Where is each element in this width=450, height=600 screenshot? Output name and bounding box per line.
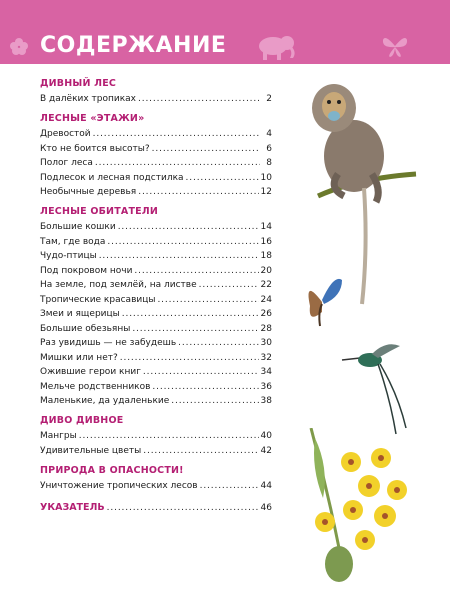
header-banner <box>0 0 450 64</box>
dot-leader <box>134 265 258 277</box>
dot-leader <box>199 279 259 291</box>
page-number: 30 <box>260 338 272 348</box>
dot-leader <box>152 381 258 393</box>
page-number: 8 <box>266 158 272 168</box>
dot-leader <box>138 186 258 198</box>
orchid-illustration <box>305 428 417 586</box>
page-number: 34 <box>260 367 272 377</box>
page-number: 44 <box>260 480 272 491</box>
section-heading: ЛЕСНЫЕ «ЭТАЖИ» <box>40 113 145 124</box>
dot-leader <box>143 445 258 457</box>
entry-title: Большие обезьяны <box>40 323 131 334</box>
dot-leader <box>99 250 259 262</box>
dot-leader <box>107 236 258 248</box>
entry-title: Удивительные цветы <box>40 445 142 456</box>
toc-entry[interactable] <box>40 221 272 233</box>
entry-title: На земле, под землёй, на листве <box>40 280 197 290</box>
entry-title: Большие кошки <box>40 222 116 232</box>
dot-leader <box>107 502 259 514</box>
dot-leader <box>186 172 259 184</box>
butterfly-icon <box>382 34 408 58</box>
page-number: 16 <box>260 236 272 247</box>
butterfly-illustration <box>300 272 344 330</box>
dot-leader <box>93 128 260 140</box>
page-number: 6 <box>266 143 272 154</box>
entry-title: Тропические красавицы <box>40 294 156 305</box>
hummingbird-illustration <box>340 338 414 438</box>
toc-entry[interactable] <box>40 143 272 155</box>
page-number: 40 <box>260 431 272 441</box>
toc-entry[interactable] <box>40 294 272 306</box>
toc-entry[interactable] <box>40 352 272 364</box>
entry-title: Мангры <box>40 431 77 441</box>
entry-title: В далёких тропиках <box>40 94 137 104</box>
entry-title: Кто не боится высоты? <box>40 143 150 154</box>
toc-entry[interactable] <box>40 366 272 378</box>
dot-leader <box>118 221 259 233</box>
page-number: 18 <box>260 251 272 261</box>
toc-entry[interactable] <box>40 172 272 184</box>
page-number: 28 <box>260 323 272 334</box>
entry-title: Мельче родственников <box>40 381 151 392</box>
page-number: 32 <box>260 352 272 363</box>
entry-title: Маленькие, да удаленькие <box>40 396 170 406</box>
toc-entry[interactable] <box>40 381 272 393</box>
toc-entry[interactable] <box>40 128 272 140</box>
toc-entry[interactable] <box>40 250 272 262</box>
dot-leader <box>152 143 260 155</box>
section-heading: ЛЕСНЫЕ ОБИТАТЕЛИ <box>40 206 159 217</box>
dot-leader <box>132 323 258 335</box>
page-number: 26 <box>260 309 272 319</box>
page-number: 12 <box>260 187 272 197</box>
dot-leader <box>120 352 259 364</box>
section-heading: ДИВО ДИВНОЕ <box>40 415 124 426</box>
section-heading: ДИВНЫЙ ЛЕС <box>40 78 117 89</box>
toc-entry[interactable] <box>40 323 272 335</box>
entry-title: Мишки или нет? <box>40 352 118 363</box>
page-number: 42 <box>260 445 272 456</box>
page-number: 36 <box>260 381 272 392</box>
page-number: 24 <box>260 294 272 305</box>
page-number: 10 <box>260 172 272 183</box>
page-number: 2 <box>266 94 272 104</box>
toc-entry[interactable] <box>40 279 272 291</box>
dot-leader <box>178 337 258 349</box>
entry-title: Подлесок и лесная подстилка <box>40 172 184 183</box>
page-number: 38 <box>260 396 272 406</box>
toc-entry[interactable] <box>40 337 272 349</box>
entry-title: Чудо-птицы <box>40 251 97 261</box>
toc-entry[interactable] <box>40 157 272 169</box>
dot-leader <box>171 395 258 407</box>
entry-title: Необычные деревья <box>40 187 137 197</box>
toc-entry[interactable] <box>40 93 272 105</box>
dot-leader <box>79 430 259 442</box>
entry-title: Древостой <box>40 129 91 139</box>
page-number: 14 <box>260 222 272 232</box>
dot-leader <box>157 294 258 306</box>
entry-title: Раз увидишь — не забудешь <box>40 338 177 348</box>
entry-title: Уничтожение тропических лесов <box>40 480 198 491</box>
toc-entry[interactable] <box>40 186 272 198</box>
entry-title: Там, где вода <box>40 236 106 247</box>
flower-icon <box>8 36 30 58</box>
page-title: СОДЕРЖАНИЕ <box>40 33 227 58</box>
entry-title: Под покровом ночи <box>40 265 133 276</box>
page-number: 20 <box>260 265 272 276</box>
dot-leader <box>122 308 259 320</box>
dot-leader <box>95 157 260 169</box>
section-heading: ПРИРОДА В ОПАСНОСТИ! <box>40 464 184 476</box>
dot-leader <box>138 93 260 105</box>
toc-entry[interactable] <box>40 445 272 457</box>
toc-entry[interactable] <box>40 265 272 277</box>
toc-entry-index[interactable] <box>40 502 272 514</box>
dot-leader <box>200 480 259 492</box>
page-number: 4 <box>266 129 272 139</box>
toc-entry[interactable] <box>40 430 272 442</box>
elephant-icon <box>255 34 297 60</box>
entry-title: УКАЗАТЕЛЬ <box>40 501 105 513</box>
toc-entry[interactable] <box>40 395 272 407</box>
page-number: 46 <box>260 502 272 513</box>
entry-title: Ожившие герои книг <box>40 367 141 377</box>
table-of-contents <box>40 72 272 516</box>
toc-entry[interactable] <box>40 308 272 320</box>
dot-leader <box>143 366 259 378</box>
page-number: 22 <box>260 280 272 290</box>
entry-title: Змеи и ящерицы <box>40 309 120 319</box>
toc-entry[interactable] <box>40 480 272 492</box>
toc-entry[interactable] <box>40 236 272 248</box>
entry-title: Полог леса <box>40 158 93 168</box>
